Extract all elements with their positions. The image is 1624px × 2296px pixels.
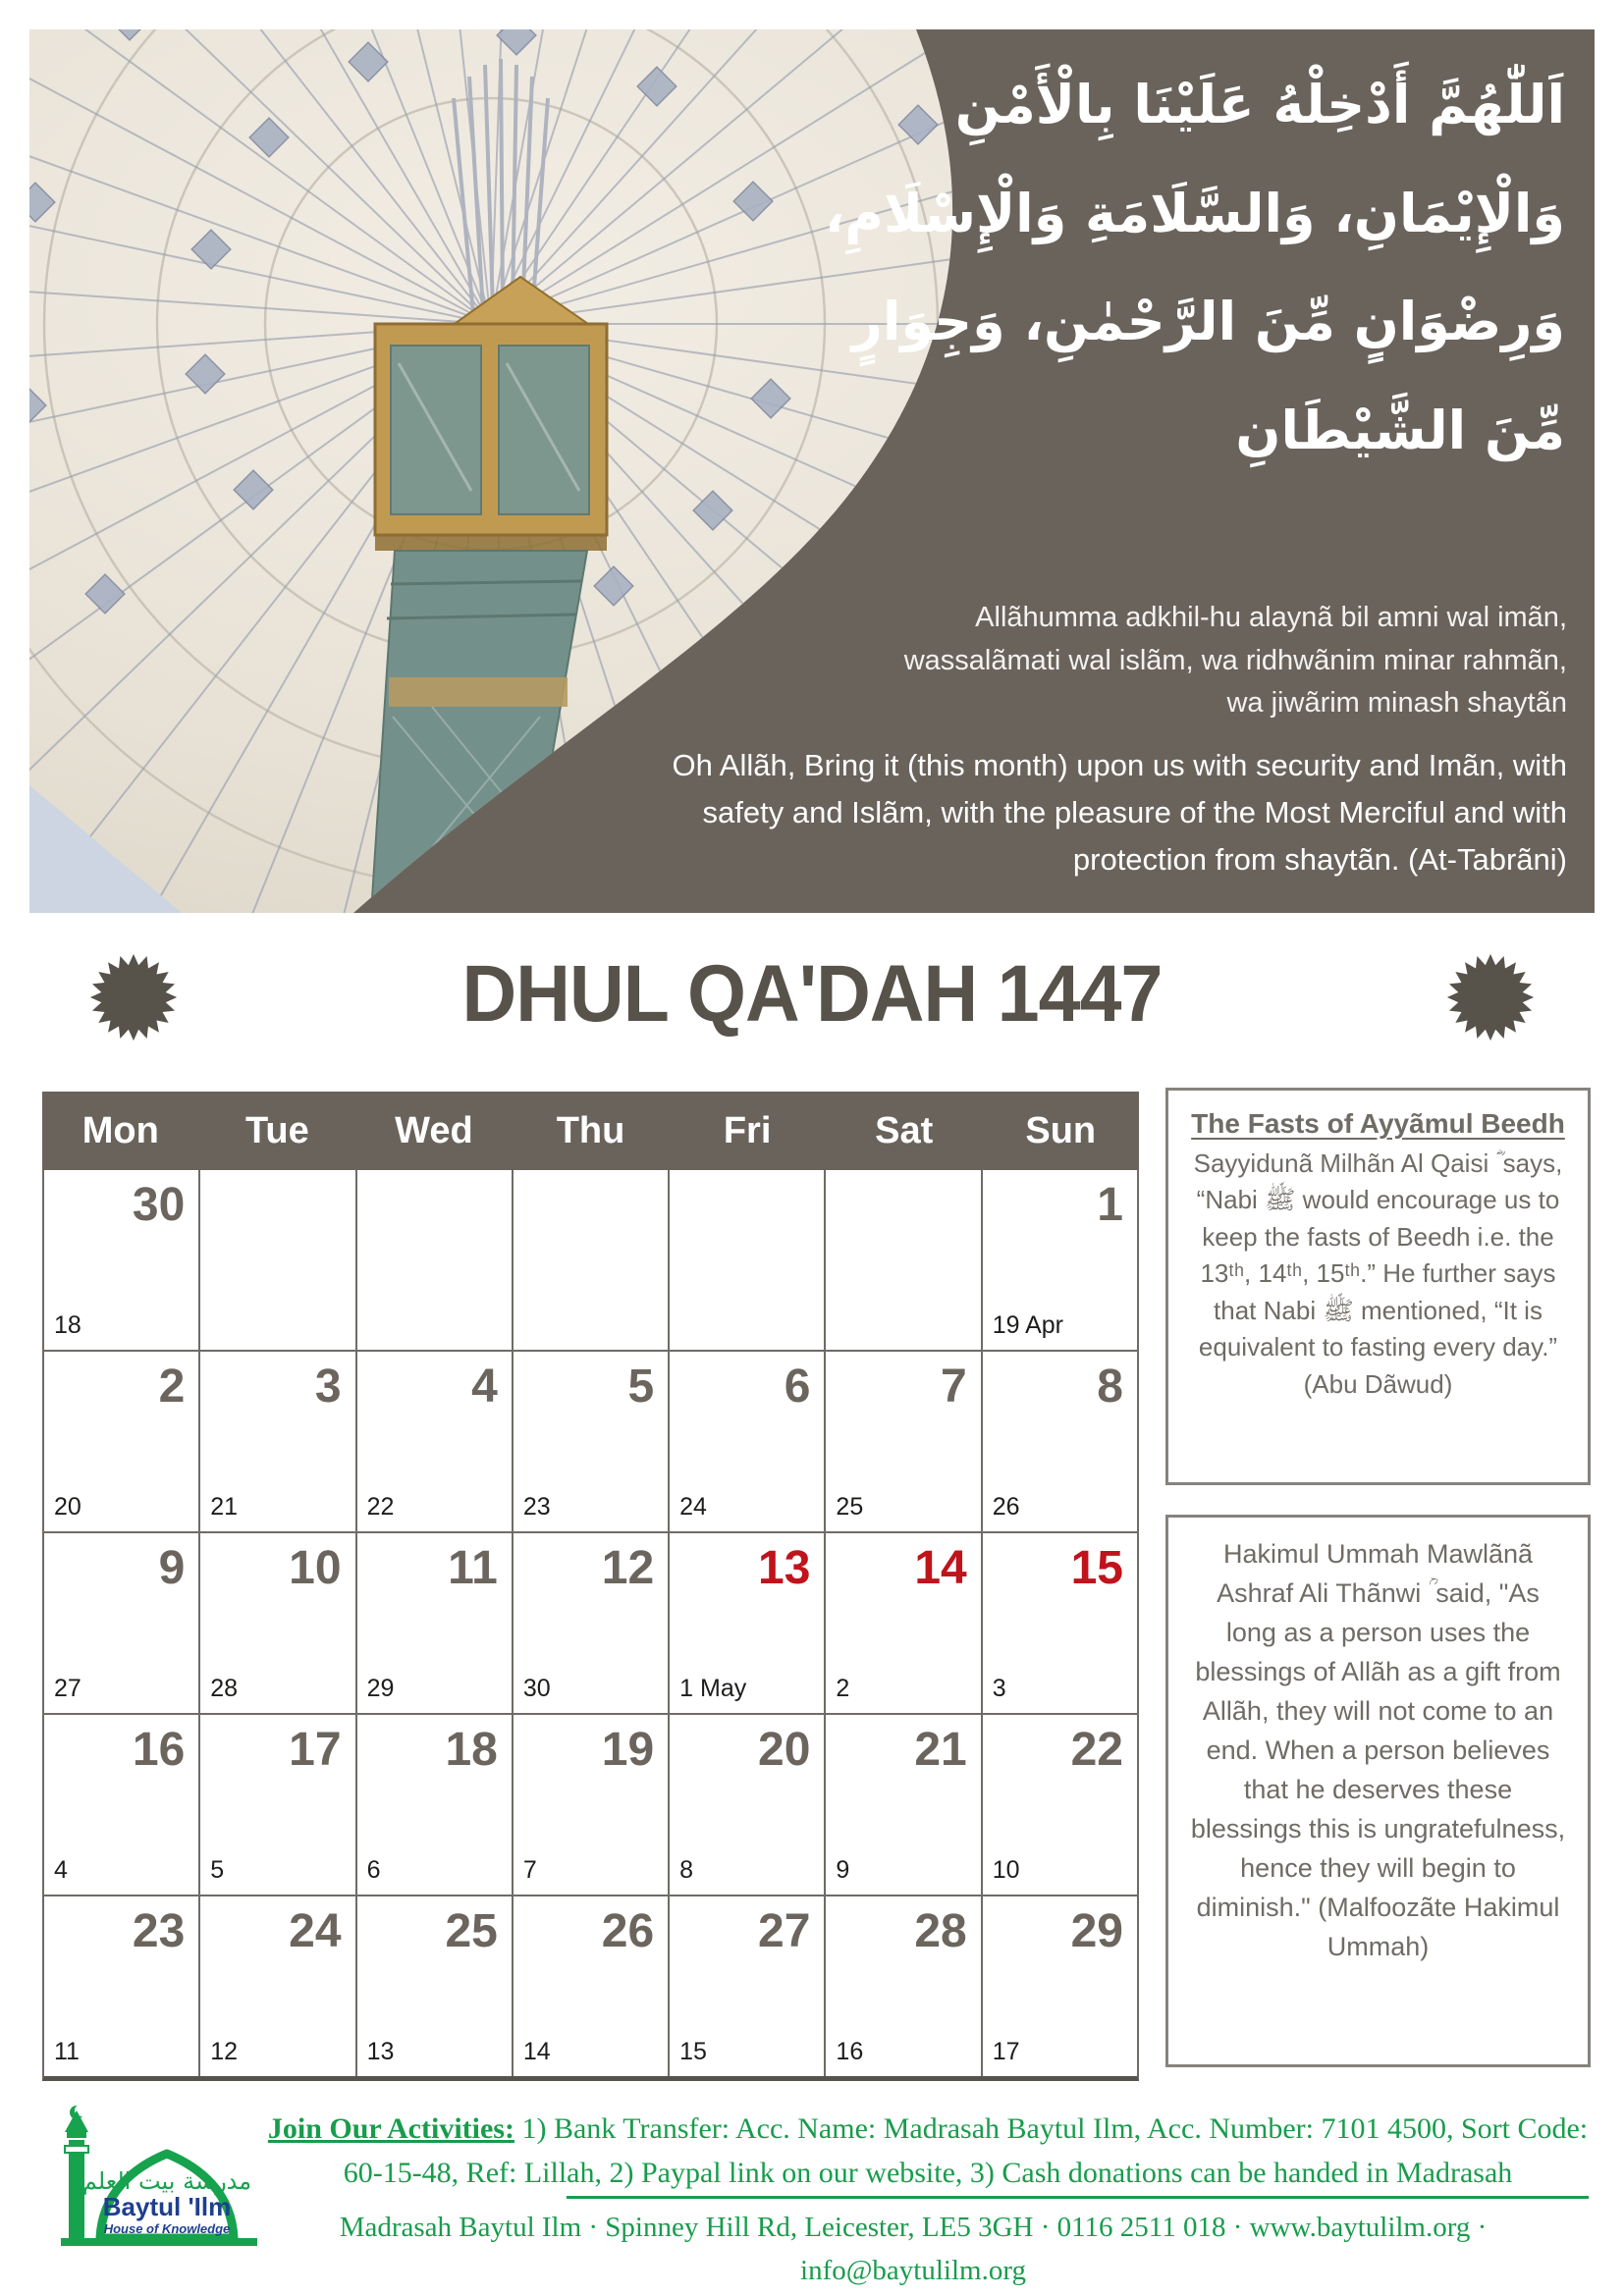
dua-arabic-line: وَرِضْوَانٍ مِّنَ الرَّحْمٰنِ، وَجِوَارٍ — [851, 291, 1565, 353]
day-header-tue: Tue — [244, 1110, 309, 1151]
hijri-date: 11 — [448, 1542, 498, 1594]
calendar-cell[interactable] — [514, 1715, 668, 1895]
hijri-date: 26 — [601, 1905, 655, 1957]
day-header-thu: Thu — [556, 1110, 625, 1151]
fasts-box-title: The Fasts of Ayyãmul Beedh — [1191, 1108, 1565, 1139]
dua-transliteration — [683, 597, 1567, 725]
hijri-date: 15 — [1070, 1542, 1123, 1594]
join-activities-label: Join Our Activities: — [267, 2112, 514, 2145]
calendar-cell[interactable] — [826, 1533, 980, 1713]
logo-arabic-text: مدرسة بيت العلم — [81, 2167, 252, 2195]
quote-box — [1165, 1515, 1591, 2067]
hijri-date: 25 — [445, 1905, 498, 1957]
gregorian-date: 9 — [836, 1856, 850, 1884]
gregorian-date: 21 — [210, 1493, 239, 1521]
quote-box-body: Hakimul Ummah Mawlãnã Ashraf Ali Thãnwi ؒ said, "As long as a person uses the blessings of Allãh as a gift from Allãh, they will not come to an end. When a person believes that he deserves these blessings this is ungratefulness, hence they will begin to diminish." (Malfoozãte Hakimul Ummah) — [1190, 1539, 1566, 1961]
hijri-date: 3 — [314, 1361, 342, 1413]
contact-info: Madrasah Baytul Ilm · Spinney Hill Rd, Leicester, LE5 3GH · 0116 2511 018 · www.baytulilm.org · info@baytulilm.org — [339, 2212, 1488, 2286]
hijri-date: 19 — [601, 1724, 655, 1776]
gregorian-date: 17 — [992, 2038, 1020, 2065]
gregorian-date: 10 — [992, 1856, 1020, 1884]
day-header-sun: Sun — [1025, 1110, 1097, 1151]
dua-arabic-line: اَللّٰهُمَّ أَدْخِلْهُ عَلَيْنَا بِالْأَمْنِ — [954, 74, 1565, 135]
page-title: DHUL QA'DAH 1447 — [461, 949, 1163, 1039]
calendar-cell[interactable] — [826, 1896, 980, 2076]
gregorian-date: 22 — [366, 1493, 395, 1521]
gregorian-date: 25 — [836, 1493, 864, 1521]
gregorian-date: 12 — [210, 2038, 239, 2065]
fasts-box-body: Sayyidunã Milhãn Al Qaisi ؓ says, “Nabi ﷺ would encourage us to keep the fasts of Beedh i.e. the 13ᵗʰ, 14ᵗʰ, 15ᵗʰ.” He further says that Nabi ﷺ mentioned, “It is equivalent to fasting every day.” (Abu Dãwud) — [1193, 1148, 1563, 1399]
fasts-info-box — [1165, 1088, 1591, 1485]
hijri-date: 21 — [914, 1724, 967, 1776]
hijri-date: 28 — [914, 1905, 967, 1957]
calendar-cell[interactable] — [983, 1170, 1137, 1350]
logo-tagline-text: House of Knowledge — [103, 2221, 231, 2236]
hijri-date: 13 — [758, 1542, 811, 1594]
gregorian-date: 23 — [522, 1493, 551, 1521]
dua-arabic-line: مِّنَ الشَّيْطَانِ — [1235, 400, 1565, 462]
hijri-date: 30 — [132, 1179, 186, 1231]
hijri-date: 7 — [941, 1361, 967, 1413]
gregorian-date: 5 — [210, 1856, 225, 1884]
hijri-date: 12 — [601, 1542, 655, 1594]
gregorian-date: 6 — [366, 1856, 381, 1884]
calendar-cell[interactable] — [200, 1533, 354, 1713]
calendar-cell[interactable] — [983, 1352, 1137, 1531]
calendar-cell[interactable] — [44, 1896, 198, 2076]
calendar-cell[interactable] — [200, 1896, 354, 2076]
calendar-cell[interactable] — [826, 1352, 980, 1531]
hijri-date: 27 — [758, 1905, 811, 1957]
calendar-cell[interactable] — [357, 1533, 512, 1713]
calendar-cell[interactable] — [983, 1896, 1137, 2076]
hijri-date: 9 — [158, 1542, 186, 1594]
gregorian-date: 4 — [54, 1856, 68, 1884]
dua-arabic-line: وَالْإِيْمَانِ، وَالسَّلَامَةِ وَالْإِسْلَامِ، — [824, 182, 1565, 244]
translation-line: Oh Allãh, Bring it (this month) upon us with security and Imãn, with — [672, 748, 1567, 782]
calendar-cell[interactable] — [357, 1352, 512, 1531]
gregorian-date: 28 — [210, 1675, 239, 1702]
calendar-cell[interactable] — [200, 1170, 354, 1350]
hijri-date: 24 — [289, 1905, 342, 1957]
gregorian-date: 7 — [522, 1856, 537, 1884]
gregorian-date: 20 — [54, 1493, 81, 1521]
gregorian-date: 15 — [679, 2038, 707, 2065]
hijri-date: 23 — [132, 1905, 186, 1957]
calendar-cell[interactable] — [357, 1896, 512, 2076]
hijri-date: 8 — [1097, 1361, 1123, 1413]
calendar-cell[interactable] — [44, 1352, 198, 1531]
gregorian-date: 2 — [836, 1675, 850, 1702]
hijri-date: 2 — [158, 1361, 186, 1413]
gregorian-date: 13 — [366, 2038, 395, 2065]
transliteration-line: wassalãmati wal islãm, wa ridhwãnim minar rahmãn, — [903, 644, 1567, 676]
calendar-cell[interactable] — [200, 1715, 354, 1895]
calendar-cell[interactable] — [514, 1170, 668, 1350]
hijri-date: 14 — [914, 1542, 967, 1594]
hijri-date: 29 — [1070, 1905, 1123, 1957]
calendar-cell[interactable] — [983, 1715, 1137, 1895]
gregorian-date: 16 — [836, 2038, 864, 2065]
calendar-cell[interactable] — [200, 1352, 354, 1531]
day-header-sat: Sat — [875, 1110, 934, 1151]
gregorian-date: 26 — [992, 1493, 1020, 1521]
gregorian-date: 1 May — [679, 1675, 747, 1702]
calendar-cell[interactable] — [826, 1170, 980, 1350]
calendar-cell[interactable] — [983, 1533, 1137, 1713]
dua-translation — [585, 742, 1567, 883]
logo-name-text: Baytul 'Ilm — [102, 2192, 232, 2221]
calendar-cell[interactable] — [670, 1352, 824, 1531]
hijri-date: 17 — [289, 1724, 342, 1776]
translation-line: safety and Islãm, with the pleasure of the Most Merciful and with — [702, 795, 1567, 830]
calendar-cell[interactable] — [514, 1533, 668, 1713]
calendar-cell[interactable] — [44, 1715, 198, 1895]
calendar-cell[interactable] — [670, 1170, 824, 1350]
calendar-cell[interactable] — [826, 1715, 980, 1895]
calendar-cell[interactable] — [514, 1352, 668, 1531]
calendar — [42, 1092, 1139, 2081]
day-header-wed: Wed — [395, 1110, 473, 1151]
join-activities-details: 1) Bank Transfer: Acc. Name: Madrasah Baytul Ilm, Acc. Number: 7101 4500, Sort Code: 60-15-48, Ref: Lillah, 2) Paypal link on our website, 3) Cash donations can be handed in Madrasah — [343, 2112, 1589, 2189]
gregorian-date: 18 — [54, 1311, 81, 1339]
gregorian-date: 29 — [366, 1675, 395, 1702]
hijri-date: 10 — [289, 1542, 342, 1594]
join-activities-text — [260, 2107, 1596, 2195]
dua-arabic-text — [799, 51, 1565, 486]
hijri-date: 1 — [1097, 1179, 1123, 1231]
calendar-cell[interactable] — [670, 1896, 824, 2076]
gregorian-date: 14 — [522, 2038, 551, 2065]
gregorian-date: 30 — [522, 1675, 551, 1702]
footer-divider — [567, 2196, 1589, 2199]
hijri-date: 4 — [471, 1361, 498, 1413]
gregorian-date: 3 — [992, 1675, 1006, 1702]
gregorian-date: 11 — [54, 2038, 80, 2065]
calendar-day-header-row — [42, 1092, 1139, 1170]
header-banner — [29, 29, 1595, 913]
transliteration-line: Allãhumma adkhil-hu alaynã bil amni wal imãn, — [975, 602, 1567, 633]
gregorian-date: 8 — [679, 1856, 694, 1884]
calendar-cell[interactable] — [357, 1715, 512, 1895]
calendar-cell[interactable] — [514, 1896, 668, 2076]
transliteration-line: wa jiwãrim minash shaytãn — [1226, 687, 1567, 719]
hijri-date: 5 — [627, 1361, 655, 1413]
gregorian-date: 24 — [679, 1493, 707, 1521]
calendar-cell[interactable] — [44, 1170, 198, 1350]
hijri-date: 6 — [784, 1361, 811, 1413]
calendar-cell[interactable] — [44, 1533, 198, 1713]
hijri-date: 22 — [1070, 1724, 1123, 1776]
day-header-fri: Fri — [723, 1110, 772, 1151]
hijri-date: 18 — [445, 1724, 498, 1776]
hijri-date: 20 — [758, 1724, 811, 1776]
calendar-cell[interactable] — [357, 1170, 512, 1350]
day-header-mon: Mon — [81, 1110, 159, 1151]
hijri-date: 16 — [132, 1724, 186, 1776]
starburst-icon — [1445, 952, 1536, 1042]
calendar-cell[interactable] — [670, 1715, 824, 1895]
calendar-grid — [42, 1170, 1139, 2081]
calendar-cell[interactable] — [670, 1533, 824, 1713]
gregorian-date: 27 — [54, 1675, 81, 1702]
translation-line: protection from shaytãn. (At-Tabrãni) — [1072, 842, 1567, 878]
gregorian-date: 19 Apr — [992, 1311, 1063, 1339]
month-title-row — [29, 931, 1595, 1068]
